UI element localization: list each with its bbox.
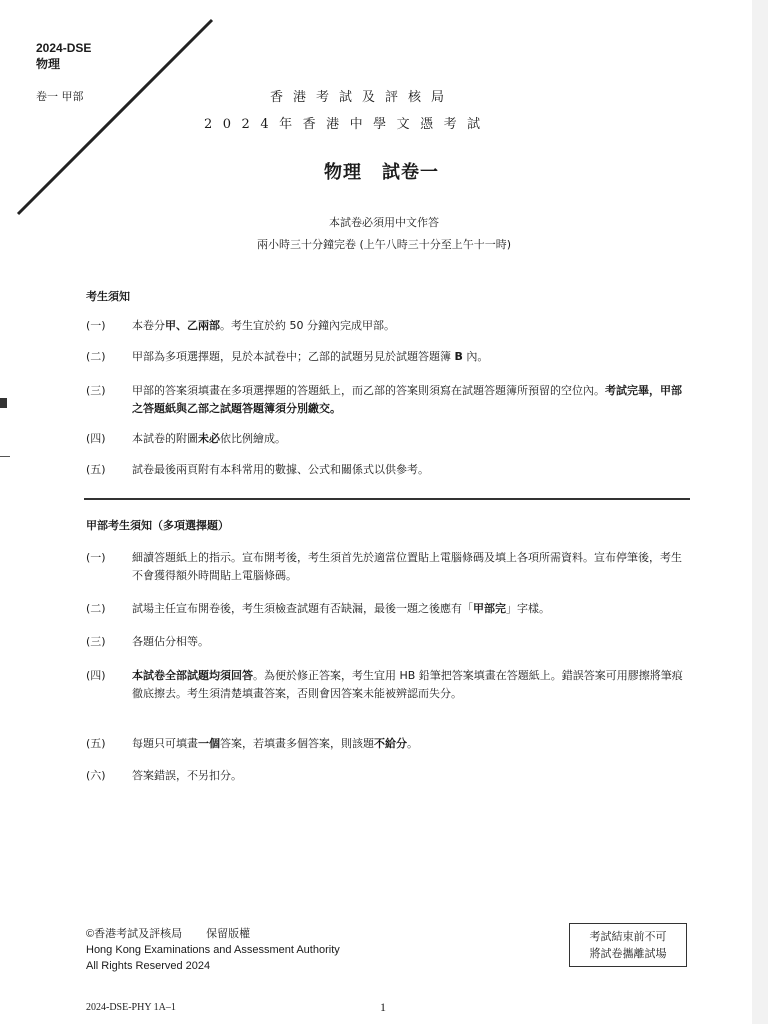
item-text [132,348,692,366]
item-text [132,767,692,785]
item-text [132,549,692,585]
emphasis-text: 甲、乙兩部 [165,319,220,332]
text-run: 試場主任宣布開卷後，考生須檢查試題有否缺漏，最後一題之後應有「 [132,602,473,615]
section-divider [84,498,690,500]
section-a-instruction-item [86,600,692,618]
emphasis-text: 未必 [198,432,220,445]
corner-subject: 物理 [36,57,61,71]
item-number: (四) [86,432,106,445]
authority-en: Hong Kong Examinations and Assessment Authority [86,944,340,956]
item-number: (二) [86,350,106,363]
general-instruction-item [86,461,692,479]
general-instruction-item [86,317,692,335]
item-number: (四) [86,669,106,682]
emphasis-text: 考試完畢，甲部之答題紙與乙部之試題答題簿須分別繳交。 [132,384,682,415]
no-removal-notice-box [569,923,687,967]
general-instruction-item [86,430,692,448]
item-number: (六) [86,769,106,782]
emphasis-text: 不給分 [374,737,407,750]
item-number: (三) [86,384,106,397]
text-run: 每題只可填畫 [132,737,198,750]
page-number: 1 [380,1000,386,1014]
item-number: (二) [86,602,106,615]
item-text [132,633,692,651]
section-a-instruction-item [86,767,692,785]
item-text [132,317,692,335]
title-paper: 試卷一 [382,162,439,183]
notice-line-1: 考試結束前不可 [589,930,667,943]
section-a-instruction-item [86,633,692,651]
item-number: (三) [86,635,106,648]
item-number: (五) [86,737,106,750]
scan-mark [0,398,7,408]
exam-heading: 2024年香港中學文憑考試 [204,117,491,132]
section-a-instruction-item [86,667,692,703]
text-run: 甲部的答案須填畫在多項選擇題的答題紙上，而乙部的答案則須寫在試題答題簿所預留的空位內。 [132,384,605,397]
text-run: 依比例繪成。 [220,432,286,445]
text-run: 。為便於修正答案，考生宜用 HB 鉛筆把答案填畫在答題紙上。錯誤答案可用膠擦將筆痕徹底擦去。考生須清楚填畫答案，否則會因答案未能被辨認而失分。 [132,669,683,700]
title-subject: 物理 [324,162,362,183]
text-run: 細讀答題紙上的指示。宣布開考後，考生須首先於適當位置貼上電腦條碼及填上各項所需資料。宣布停筆後，考生不會獲得額外時間貼上電腦條碼。 [132,551,682,582]
item-number: (五) [86,463,106,476]
authority-heading: 香港考試及評核局 [270,90,455,105]
page-title [324,158,439,184]
text-run: 甲部為多項選擇題，見於本試卷中；乙部的試題另見於試題答題簿 [132,350,455,363]
section-a-heading: 甲部考生須知（多項選擇題） [86,519,229,532]
corner-exam-label [36,40,91,72]
emphasis-text: 本試卷全部試題均須回答 [132,669,253,682]
item-text [132,667,692,703]
corner-paper-part: 卷一 甲部 [36,90,84,103]
emphasis-text: B [454,350,463,363]
text-run: 各題佔分相等。 [132,635,209,648]
language-note: 本試卷必須用中文作答 [329,216,439,229]
general-instruction-item [86,348,692,366]
general-instructions-heading: 考生須知 [86,290,130,303]
rights-en: All Rights Reserved 2024 [86,960,211,972]
text-run: 內。 [462,350,489,363]
copyright-block [86,926,340,974]
text-run: 試卷最後兩頁附有本科常用的數據、公式和關係式以供參考。 [132,463,429,476]
emphasis-text: 一個 [198,737,220,750]
section-a-instruction-item [86,735,692,753]
item-text [132,382,692,418]
text-run: 答案錯誤，不另扣分。 [132,769,242,782]
item-number: (一) [86,319,106,332]
scan-edge-shadow [752,0,768,1024]
text-run: 」字樣。 [506,602,550,615]
time-note: 兩小時三十分鐘完卷 (上午八時三十分至上午十一時) [256,238,512,251]
text-run: 。考生宜於約 50 分鐘內完成甲部。 [220,319,395,332]
text-run: 本試卷的附圖 [132,432,198,445]
emphasis-text: 甲部完 [473,602,506,615]
item-text [132,735,692,753]
item-text [132,461,692,479]
section-a-instruction-item [86,549,692,585]
item-text [132,600,692,618]
corner-year: 2024-DSE [36,41,92,55]
item-text [132,430,692,448]
item-number: (一) [86,551,106,564]
text-run: 本卷分 [132,319,165,332]
text-run: 。 [407,737,418,750]
paper-code: 2024-DSE-PHY 1A–1 [86,1002,176,1013]
copyright-cn: ©香港考試及評核局 [86,928,183,940]
scan-tick [0,456,10,457]
notice-line-2: 將試卷攜離試場 [589,947,667,960]
general-instruction-item [86,382,692,418]
rights-cn: 保留版權 [206,928,251,940]
text-run: 答案，若填畫多個答案，則該題 [220,737,374,750]
